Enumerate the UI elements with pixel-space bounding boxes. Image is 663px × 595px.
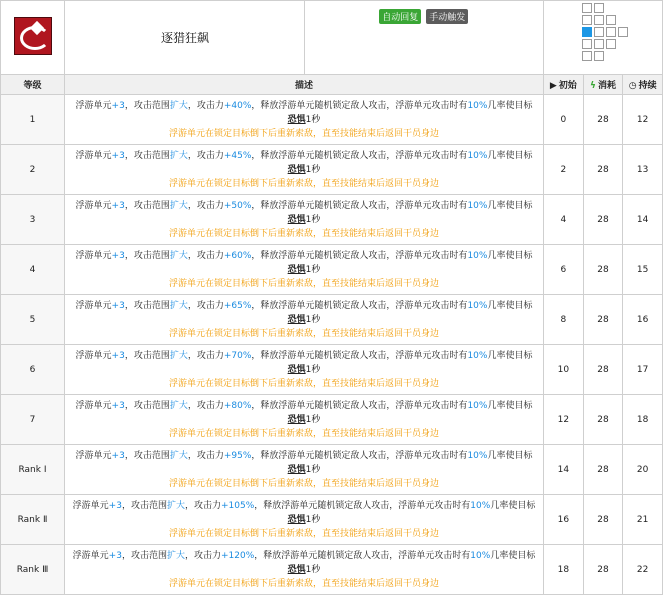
initial-sp-cell: 6 (544, 245, 584, 295)
level-cell: Rank Ⅱ (1, 495, 65, 545)
level-cell: 1 (1, 95, 65, 145)
table-row (1, 95, 663, 145)
skill-icon-cell (1, 1, 65, 75)
table-row (1, 245, 663, 295)
sp-cost-cell: 28 (583, 195, 623, 245)
fear-keyword[interactable]: 恐惧 (287, 364, 306, 375)
initial-sp-cell: 16 (544, 495, 584, 545)
description-cell: 浮游单元+3，攻击范围扩大，攻击力+80%，释放浮游单元随机锁定敌人攻击，浮游单元攻击时有10%几率使目标 恐惧1秒 浮游单元在锁定目标倒下后重新索敌，直至技能结束后返回干员身边 (65, 395, 544, 445)
fear-keyword[interactable]: 恐惧 (287, 164, 306, 175)
skill-name: 逐猎狂飙 (65, 1, 305, 75)
duration-cell: 20 (623, 445, 663, 495)
description-header: 描述 (65, 75, 544, 95)
description-cell: 浮游单元+3，攻击范围扩大，攻击力+95%，释放浮游单元随机锁定敌人攻击，浮游单元攻击时有10%几率使目标 恐惧1秒 浮游单元在锁定目标倒下后重新索敌，直至技能结束后返回干员身边 (65, 445, 544, 495)
attack-range-grid (582, 3, 642, 63)
description-cell: 浮游单元+3，攻击范围扩大，攻击力+40%，释放浮游单元随机锁定敌人攻击，浮游单元攻击时有10%几率使目标 恐惧1秒 浮游单元在锁定目标倒下后重新索敌，直至技能结束后返回干员身边 (65, 95, 544, 145)
sp-cost-cell: 28 (583, 145, 623, 195)
duration-cell: 12 (623, 95, 663, 145)
trigger-type-tag: 手动触发 (426, 9, 468, 24)
duration-header: ◷ 持续 (623, 75, 663, 95)
initial-sp-cell: 8 (544, 295, 584, 345)
sp-cost-cell: 28 (583, 245, 623, 295)
level-cell: 6 (1, 345, 65, 395)
level-header: 等级 (1, 75, 65, 95)
initial-sp-cell: 18 (544, 545, 584, 595)
table-row (1, 445, 663, 495)
skill-hunting-frenzy-icon (14, 17, 52, 55)
initial-sp-header: ▶ 初始 (544, 75, 584, 95)
level-cell: 5 (1, 295, 65, 345)
description-cell: 浮游单元+3，攻击范围扩大，攻击力+50%，释放浮游单元随机锁定敌人攻击，浮游单元攻击时有10%几率使目标 恐惧1秒 浮游单元在锁定目标倒下后重新索敌，直至技能结束后返回干员身边 (65, 195, 544, 245)
table-row (1, 545, 663, 595)
sp-cost-header: ϟ 消耗 (583, 75, 623, 95)
description-cell: 浮游单元+3，攻击范围扩大，攻击力+60%，释放浮游单元随机锁定敌人攻击，浮游单元攻击时有10%几率使目标 恐惧1秒 浮游单元在锁定目标倒下后重新索敌，直至技能结束后返回干员身边 (65, 245, 544, 295)
fear-keyword[interactable]: 恐惧 (287, 564, 306, 575)
skill-tags (304, 1, 544, 75)
play-icon: ▶ (549, 81, 557, 91)
level-cell: Rank Ⅰ (1, 445, 65, 495)
table-row (1, 495, 663, 545)
description-cell: 浮游单元+3，攻击范围扩大，攻击力+45%，释放浮游单元随机锁定敌人攻击，浮游单元攻击时有10%几率使目标 恐惧1秒 浮游单元在锁定目标倒下后重新索敌，直至技能结束后返回干员身边 (65, 145, 544, 195)
duration-cell: 17 (623, 345, 663, 395)
description-cell: 浮游单元+3，攻击范围扩大，攻击力+105%，释放浮游单元随机锁定敌人攻击，浮游单元攻击时有10%几率使目标 恐惧1秒 浮游单元在锁定目标倒下后重新索敌，直至技能结束后返回干员身边 (65, 495, 544, 545)
sp-cost-cell: 28 (583, 345, 623, 395)
fear-keyword[interactable]: 恐惧 (287, 514, 306, 525)
sp-cost-cell: 28 (583, 495, 623, 545)
lightning-icon: ϟ (590, 81, 596, 91)
fear-keyword[interactable]: 恐惧 (287, 264, 306, 275)
duration-cell: 13 (623, 145, 663, 195)
fear-keyword[interactable]: 恐惧 (287, 464, 306, 475)
duration-cell: 16 (623, 295, 663, 345)
table-row (1, 345, 663, 395)
attack-range-cell (544, 1, 663, 75)
level-cell: 2 (1, 145, 65, 195)
sp-cost-cell: 28 (583, 545, 623, 595)
sp-recovery-tag: 自动回复 (379, 9, 421, 24)
table-row (1, 145, 663, 195)
sp-cost-cell: 28 (583, 295, 623, 345)
table-row (1, 195, 663, 245)
sp-cost-cell: 28 (583, 95, 623, 145)
operator-position-tile (582, 27, 592, 37)
fear-keyword[interactable]: 恐惧 (287, 314, 306, 325)
sp-cost-cell: 28 (583, 395, 623, 445)
table-header-row (1, 75, 663, 95)
clock-icon: ◷ (628, 81, 637, 91)
initial-sp-cell: 14 (544, 445, 584, 495)
initial-sp-cell: 2 (544, 145, 584, 195)
sp-cost-cell: 28 (583, 445, 623, 495)
description-cell: 浮游单元+3，攻击范围扩大，攻击力+70%，释放浮游单元随机锁定敌人攻击，浮游单元攻击时有10%几率使目标 恐惧1秒 浮游单元在锁定目标倒下后重新索敌，直至技能结束后返回干员身边 (65, 345, 544, 395)
initial-sp-cell: 10 (544, 345, 584, 395)
description-cell: 浮游单元+3，攻击范围扩大，攻击力+65%，释放浮游单元随机锁定敌人攻击，浮游单元攻击时有10%几率使目标 恐惧1秒 浮游单元在锁定目标倒下后重新索敌，直至技能结束后返回干员身边 (65, 295, 544, 345)
level-cell: 4 (1, 245, 65, 295)
fear-keyword[interactable]: 恐惧 (287, 214, 306, 225)
duration-cell: 22 (623, 545, 663, 595)
initial-sp-cell: 4 (544, 195, 584, 245)
initial-sp-cell: 12 (544, 395, 584, 445)
level-cell: 7 (1, 395, 65, 445)
fear-keyword[interactable]: 恐惧 (287, 114, 306, 125)
level-cell: Rank Ⅲ (1, 545, 65, 595)
table-row (1, 295, 663, 345)
description-cell: 浮游单元+3，攻击范围扩大，攻击力+120%，释放浮游单元随机锁定敌人攻击，浮游单元攻击时有10%几率使目标 恐惧1秒 浮游单元在锁定目标倒下后重新索敌，直至技能结束后返回干员身边 (65, 545, 544, 595)
skill-summary-row (1, 1, 663, 75)
initial-sp-cell: 0 (544, 95, 584, 145)
level-cell: 3 (1, 195, 65, 245)
duration-cell: 14 (623, 195, 663, 245)
table-row (1, 395, 663, 445)
fear-keyword[interactable]: 恐惧 (287, 414, 306, 425)
duration-cell: 21 (623, 495, 663, 545)
duration-cell: 15 (623, 245, 663, 295)
duration-cell: 18 (623, 395, 663, 445)
